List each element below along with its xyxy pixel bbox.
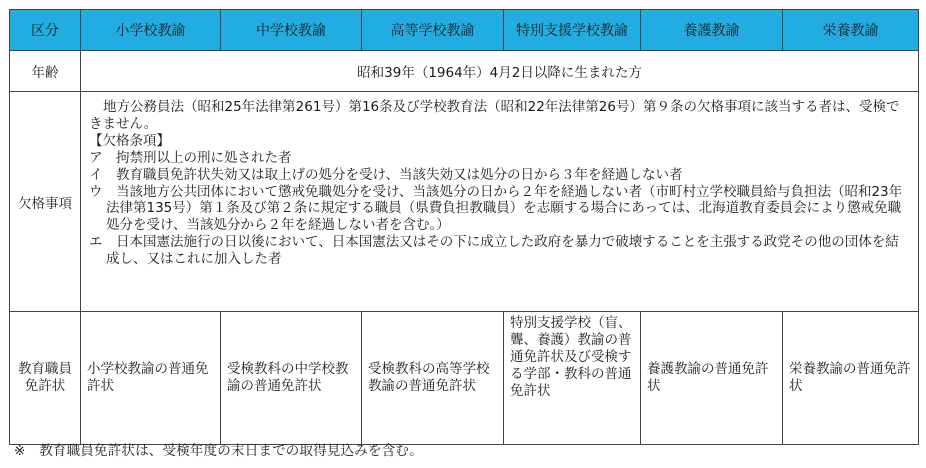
header-junior-high: 中学校教諭 [221, 10, 362, 51]
license-nursing: 養護教諭の普通免許状 [641, 312, 783, 445]
license-row [10, 312, 919, 445]
disqualification-heading: 【欠格条項】 [89, 132, 170, 149]
disqualification-content [81, 92, 919, 312]
license-nutrition: 栄養教諭の普通免許状 [783, 312, 919, 445]
eligibility-table [9, 9, 919, 445]
disqualification-row [10, 92, 919, 312]
disqualification-item-u: ウ 当該地方公共団体において懲戒免職処分を受け、当該処分の日から２年を経過しない者（市町村立学校職員給与負担法（昭和23年法律第135号）第１条及び第２条に規定する職員（県費負担教職員）を志願する場合にあっては、北海道教育委員会により懲戒免職処分を受け、当該処分から２年を経過しない者を含む。） [89, 183, 903, 234]
license-label: 教育職員免許状 [10, 312, 81, 445]
age-value: 昭和39年（1964年）4月2日以降に生まれた方 [81, 51, 919, 92]
license-elementary: 小学校教諭の普通免許状 [81, 312, 221, 445]
header-category: 区分 [10, 10, 81, 51]
header-elementary: 小学校教諭 [81, 10, 221, 51]
license-high-school: 受検教科の高等学校教諭の普通免許状 [362, 312, 504, 445]
disqualification-item-i: イ 教育職員免許状失効又は取上げの処分を受け、当該失効又は処分の日から３年を経過しない者 [89, 166, 683, 183]
age-row [10, 51, 919, 92]
header-nutrition: 栄養教諭 [783, 10, 919, 51]
license-special-support: 特別支援学校（盲、聾、養護）教諭の普通免許状及び受検する学部・教科の普通免許状 [504, 312, 641, 445]
header-row [10, 10, 919, 51]
footnote: ※ 教育職員免許状は、受検年度の末日までの取得見込みを含む。 [14, 443, 423, 459]
disqualification-item-a: ア 拘禁刑以上の刑に処された者 [89, 149, 292, 166]
disqualification-intro: 地方公務員法（昭和25年法律第261号）第16条及び学校教育法（昭和22年法律第26号）第９条の欠格事項に該当する者は、受検できません。 [89, 99, 900, 132]
disqualification-label: 欠格事項 [10, 92, 81, 312]
header-high-school: 高等学校教諭 [362, 10, 504, 51]
license-junior-high: 受検教科の中学校教諭の普通免許状 [221, 312, 362, 445]
header-special-support: 特別支援学校教諭 [504, 10, 641, 51]
age-label: 年齢 [10, 51, 81, 92]
header-nursing: 養護教諭 [641, 10, 783, 51]
disqualification-item-e: エ 日本国憲法施行の日以後において、日本国憲法又はその下に成立した政府を暴力で破壊することを主張する政党その他の団体を結成し、又はこれに加入した者 [89, 234, 899, 268]
